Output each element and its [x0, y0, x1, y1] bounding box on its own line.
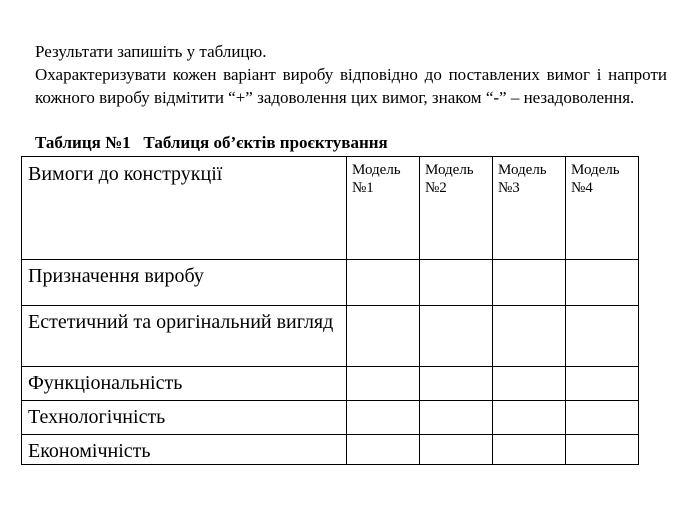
table-cell — [566, 367, 639, 401]
row-label-functionality: Функціональність — [22, 367, 347, 401]
table-cell — [493, 367, 566, 401]
table-cell — [347, 306, 420, 367]
table-cell — [493, 435, 566, 465]
table-cell — [493, 260, 566, 306]
instructions-text — [35, 40, 667, 109]
table-cell — [420, 435, 493, 465]
table-row — [22, 306, 639, 367]
row-label-manufacturability: Технологічність — [22, 401, 347, 435]
header-model-3: Модель №3 — [493, 157, 566, 260]
row-label-purpose: Призначення виробу — [22, 260, 347, 306]
table-header-row — [22, 157, 639, 260]
table-row — [22, 401, 639, 435]
table-cell — [347, 401, 420, 435]
table-row — [22, 367, 639, 401]
header-model-2: Модель №2 — [420, 157, 493, 260]
table-caption: Таблиця №1 Таблиця об’єктів проєктування — [35, 133, 388, 152]
table-cell — [493, 306, 566, 367]
table-cell — [420, 260, 493, 306]
table-cell — [566, 306, 639, 367]
row-label-aesthetic: Естетичний та оригінальний вигляд — [22, 306, 347, 367]
table-cell — [493, 401, 566, 435]
table-cell — [347, 435, 420, 465]
table-cell — [420, 367, 493, 401]
header-model-4: Модель №4 — [566, 157, 639, 260]
table-cell — [420, 401, 493, 435]
table-cell — [566, 401, 639, 435]
row-label-economy: Економічність — [22, 435, 347, 465]
requirements-table — [21, 156, 639, 465]
table-row — [22, 435, 639, 465]
table-cell — [566, 435, 639, 465]
header-requirements: Вимоги до конструкції — [22, 157, 347, 260]
instruction-paragraph: Охарактеризувати кожен варіант виробу відповідно до поставлених вимог і напроти кожного виробу відмітити “+” задоволення цих вимог, знаком “-” – незадоволення. — [35, 65, 667, 107]
instruction-line-1: Результати запишіть у таблицю. — [35, 42, 267, 61]
table-row — [22, 260, 639, 306]
table-cell — [420, 306, 493, 367]
table-cell — [347, 367, 420, 401]
header-model-1: Модель №1 — [347, 157, 420, 260]
table-cell — [347, 260, 420, 306]
table-cell — [566, 260, 639, 306]
